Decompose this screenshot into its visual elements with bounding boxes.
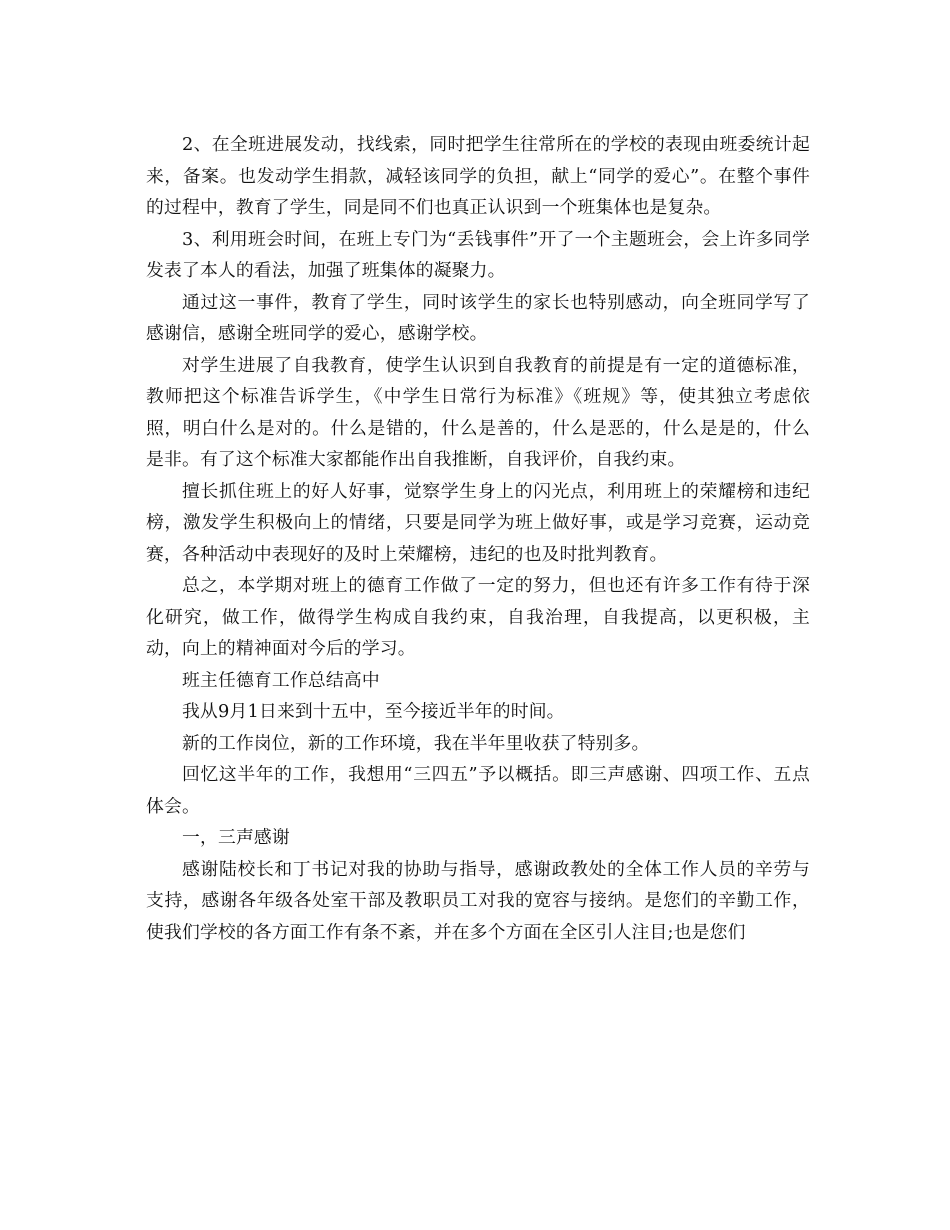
paragraph-measure-3: 3、利用班会时间，在班上专门为“丢钱事件”开了一个主题班会，会上许多同学发表了本人的看法，加强了班集体的凝聚力。 — [146, 228, 810, 281]
section-title: 班主任德育工作总结高中 — [182, 669, 380, 691]
paragraph-measure-2: 2、在全班进展发动，找线索，同时把学生往常所在的学校的表现由班委统计起来，备案。也发动学生捐款，减轻该同学的负担，献上“同学的爱心”。在整个事件的过程中，教育了学生，同是同不们也真正认识到一个班集体也是复杂。 — [146, 134, 810, 218]
document-body — [146, 129, 810, 948]
paragraph-arrival: 我从9月1日来到十五中，至今接近半年的时间。 — [182, 701, 565, 722]
paragraph-thanks: 感谢陆校长和丁书记对我的协助与指导，感谢政教处的全体工作人员的辛劳与支持，感谢各年级各处室干部及教职员工对我的宽容与接纳。是您们的辛勤工作，使我们学校的各方面工作有条不紊，并在多个方面在全区引人注目;也是您们 — [146, 858, 810, 943]
paragraph-parent-letter: 通过这一事件，教育了学生，同时该学生的家长也特别感动，向全班同学写了感谢信，感谢全班同学的爱心，感谢学校。 — [146, 291, 810, 344]
paragraph-conclusion: 总之，本学期对班上的德育工作做了一定的努力，但也还有许多工作有待于深化研究，做工作，做得学生构成自我约束，自我治理，自我提高，以更积极，主动，向上的精神面对今后的学习。 — [146, 575, 810, 659]
paragraph-honor-board: 擅长抓住班上的好人好事，觉察学生身上的闪光点，利用班上的荣耀榜和违纪榜，激发学生积极向上的情绪，只要是同学为班上做好事，或是学习竞赛，运动竞赛，各种活动中表现好的及时上荣耀榜，违纪的也及时批判教育。 — [146, 480, 810, 565]
paragraph-self-education: 对学生进展了自我教育，使学生认识到自我教育的前提是有一定的道德标准，教师把这个标准告诉学生，《中学生日常行为标准》《班规》等，使其独立考虑依照，明白什么是对的。什么是错的，什么是善的，什么是恶的，什么是是的，什么是非。有了这个标准大家都能作出自我推断，自我评价，自我约束。 — [146, 354, 810, 470]
paragraph-new-post: 新的工作岗位，新的工作环境，我在半年里收获了特别多。 — [182, 732, 650, 754]
subheading-three-thanks: 一，三声感谢 — [182, 827, 290, 848]
paragraph-summary-345: 回忆这半年的工作，我想用“三四五”予以概括。即三声感谢、四项工作、五点体会。 — [146, 764, 810, 817]
